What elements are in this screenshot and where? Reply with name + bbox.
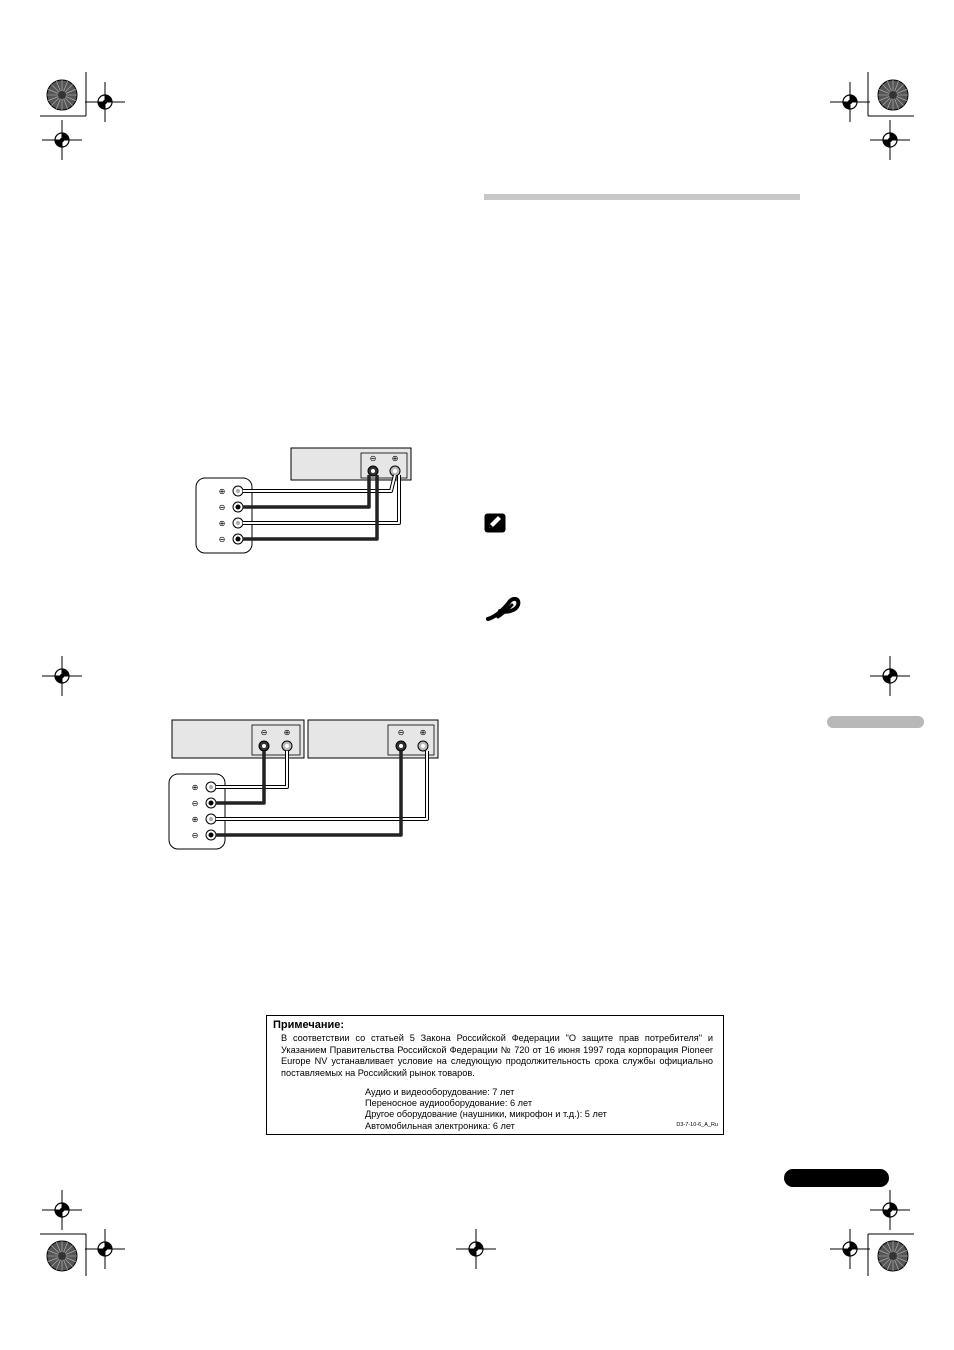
pencil-note-icon: [484, 513, 506, 533]
speaker2-terminal-label-4: ⊖: [191, 831, 199, 840]
amp-terminal-panel: [361, 453, 407, 478]
speaker-terminal-label-4: ⊖: [218, 535, 226, 544]
single-amp-wiring-diagram: [195, 447, 425, 567]
crop-mark-bottom-left: [40, 1190, 125, 1276]
amp1-terminal-minus-label: ⊖: [260, 728, 268, 737]
dual-amp-wiring-diagram: [168, 719, 440, 851]
section-side-tab: [827, 716, 924, 728]
speaker-terminal-label-2: ⊖: [218, 503, 226, 512]
note-title: Примечание:: [273, 1019, 345, 1031]
crop-mark-mid-left: [42, 656, 82, 696]
amp2-terminal-plus-label: ⊕: [419, 728, 427, 737]
note-paragraph: В соответствии со статьей 5 Закона Российской Федерации "О защите прав потребителя" и Указанием Правительства Российской Федерации № 720 от 16 июня 1997 года корпорация Pioneer Europe NV устанавливает условие на следующую продолжительность срока службы официально поставляемых на Российский рынок товаров.: [281, 1033, 713, 1078]
amp2-terminal-minus-label: ⊖: [397, 728, 405, 737]
speaker2-terminal-label-3: ⊕: [191, 815, 199, 824]
service-life-item: Переносное аудиооборудование: 6 лет: [365, 1098, 533, 1109]
service-life-note: [266, 1015, 724, 1135]
service-life-item: Автомобильная электроника: 6 лет: [365, 1120, 515, 1131]
page-number-badge: [784, 1169, 889, 1187]
service-life-item: Аудио и видеооборудование: 7 лет: [365, 1087, 515, 1097]
speaker-terminal-label-1: ⊕: [218, 487, 226, 496]
amp1-terminal-plus-label: ⊕: [283, 728, 291, 737]
section-header-rule: [484, 194, 800, 200]
service-life-list: [365, 1087, 607, 1132]
speaker2-terminal-label-2: ⊖: [191, 799, 199, 808]
amp-terminal-minus-label: ⊖: [369, 454, 377, 463]
crop-mark-bottom-center: [456, 1229, 496, 1269]
crop-mark-top-right: [830, 72, 914, 160]
service-life-item: Другое оборудование (наушники, микрофон и т.д.): 5 лет: [365, 1109, 607, 1120]
crop-mark-bottom-right: [830, 1190, 914, 1276]
amp-terminal-plus-label: ⊕: [391, 454, 399, 463]
document-code: D3-7-10-6_A_Ru: [676, 1122, 718, 1128]
crop-mark-mid-right: [870, 656, 910, 696]
speaker-terminal-label-3: ⊕: [218, 519, 226, 528]
pioneer-logo-icon: [484, 597, 524, 621]
speaker2-terminal-label-1: ⊕: [191, 783, 199, 792]
crop-mark-top-left: [40, 72, 125, 160]
